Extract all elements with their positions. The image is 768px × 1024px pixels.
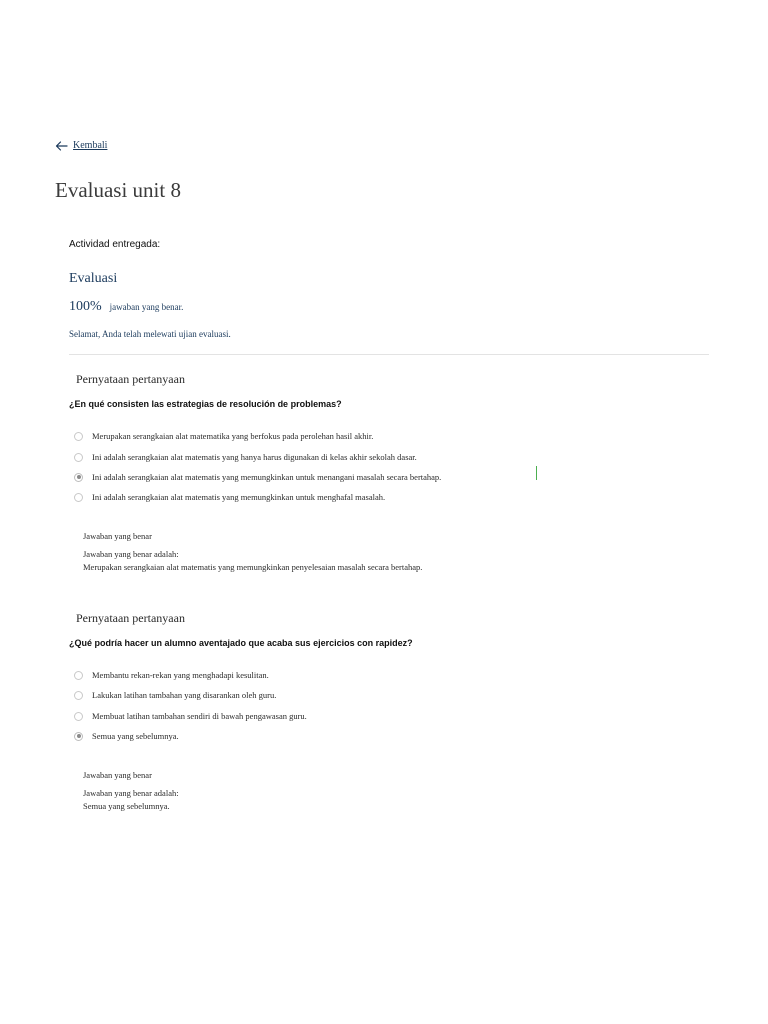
page-title: Evaluasi unit 8: [55, 178, 181, 202]
question-text: ¿En qué consisten las estrategias de resolución de problemas?: [69, 399, 342, 409]
question-section-label: Pernyataan pertanyaan: [76, 611, 185, 625]
answer-option[interactable]: [74, 491, 385, 503]
score-label: jawaban yang benar.: [109, 302, 184, 312]
option-label: Lakukan latihan tambahan yang disarankan oleh guru.: [92, 690, 277, 700]
option-label: Membuat latihan tambahan sendiri di bawah pengawasan guru.: [92, 711, 307, 721]
radio-button-selected[interactable]: [74, 732, 83, 741]
correct-answer-text: Semua yang sebelumnya.: [83, 801, 170, 811]
answer-option[interactable]: [74, 689, 276, 701]
option-label: Ini adalah serangkaian alat matematis yang memungkinkan untuk menghafal masalah.: [92, 492, 386, 502]
correct-answer-intro: Jawaban yang benar adalah:: [83, 788, 179, 798]
option-label: Merupakan serangkaian alat matematika yang berfokus pada perolehan hasil akhir.: [92, 431, 374, 441]
answer-option[interactable]: [74, 710, 307, 722]
answer-option[interactable]: [74, 669, 269, 681]
radio-button[interactable]: [74, 493, 83, 502]
radio-button[interactable]: [74, 432, 83, 441]
option-label: Ini adalah serangkaian alat matematis yang hanya harus digunakan di kelas akhir sekolah dasar.: [92, 452, 417, 462]
correct-answer-text: Merupakan serangkaian alat matematis yang memungkinkan penyelesaian masalah secara bertahap.: [83, 562, 423, 572]
answer-option[interactable]: [74, 430, 373, 442]
answer-option[interactable]: [74, 730, 179, 742]
correct-answer-block: [83, 530, 422, 574]
evaluation-title: Evaluasi: [69, 271, 118, 286]
submitted-label: Actividad entregada:: [69, 239, 161, 250]
radio-button[interactable]: [74, 671, 83, 680]
correct-answer-heading: Jawaban yang benar: [83, 531, 152, 541]
correct-answer-block: [83, 769, 179, 813]
radio-button[interactable]: [74, 453, 83, 462]
option-label: Membantu rekan-rekan yang menghadapi kesulitan.: [92, 670, 269, 680]
pass-message: Selamat, Anda telah melewati ujian evaluasi.: [69, 329, 231, 339]
option-label: Ini adalah serangkaian alat matematis yang memungkinkan untuk menangani masalah secara bertahap.: [92, 472, 442, 482]
score-value: 100%: [69, 299, 102, 314]
divider: [69, 354, 709, 355]
radio-button[interactable]: [74, 712, 83, 721]
answer-option[interactable]: [74, 471, 441, 483]
back-link-label[interactable]: Kembali: [73, 140, 108, 151]
text-cursor: [536, 466, 537, 480]
arrow-left-icon: [55, 141, 68, 151]
radio-button[interactable]: [74, 691, 83, 700]
question-section-label: Pernyataan pertanyaan: [76, 372, 185, 386]
option-label: Semua yang sebelumnya.: [92, 731, 179, 741]
correct-answer-heading: Jawaban yang benar: [83, 770, 152, 780]
score-row: [69, 298, 183, 316]
correct-answer-intro: Jawaban yang benar adalah:: [83, 549, 179, 559]
question-text: ¿Qué podría hacer un alumno aventajado que acaba sus ejercicios con rapidez?: [69, 638, 413, 648]
radio-button-selected[interactable]: [74, 473, 83, 482]
answer-option[interactable]: [74, 451, 417, 463]
back-link[interactable]: [55, 139, 107, 153]
